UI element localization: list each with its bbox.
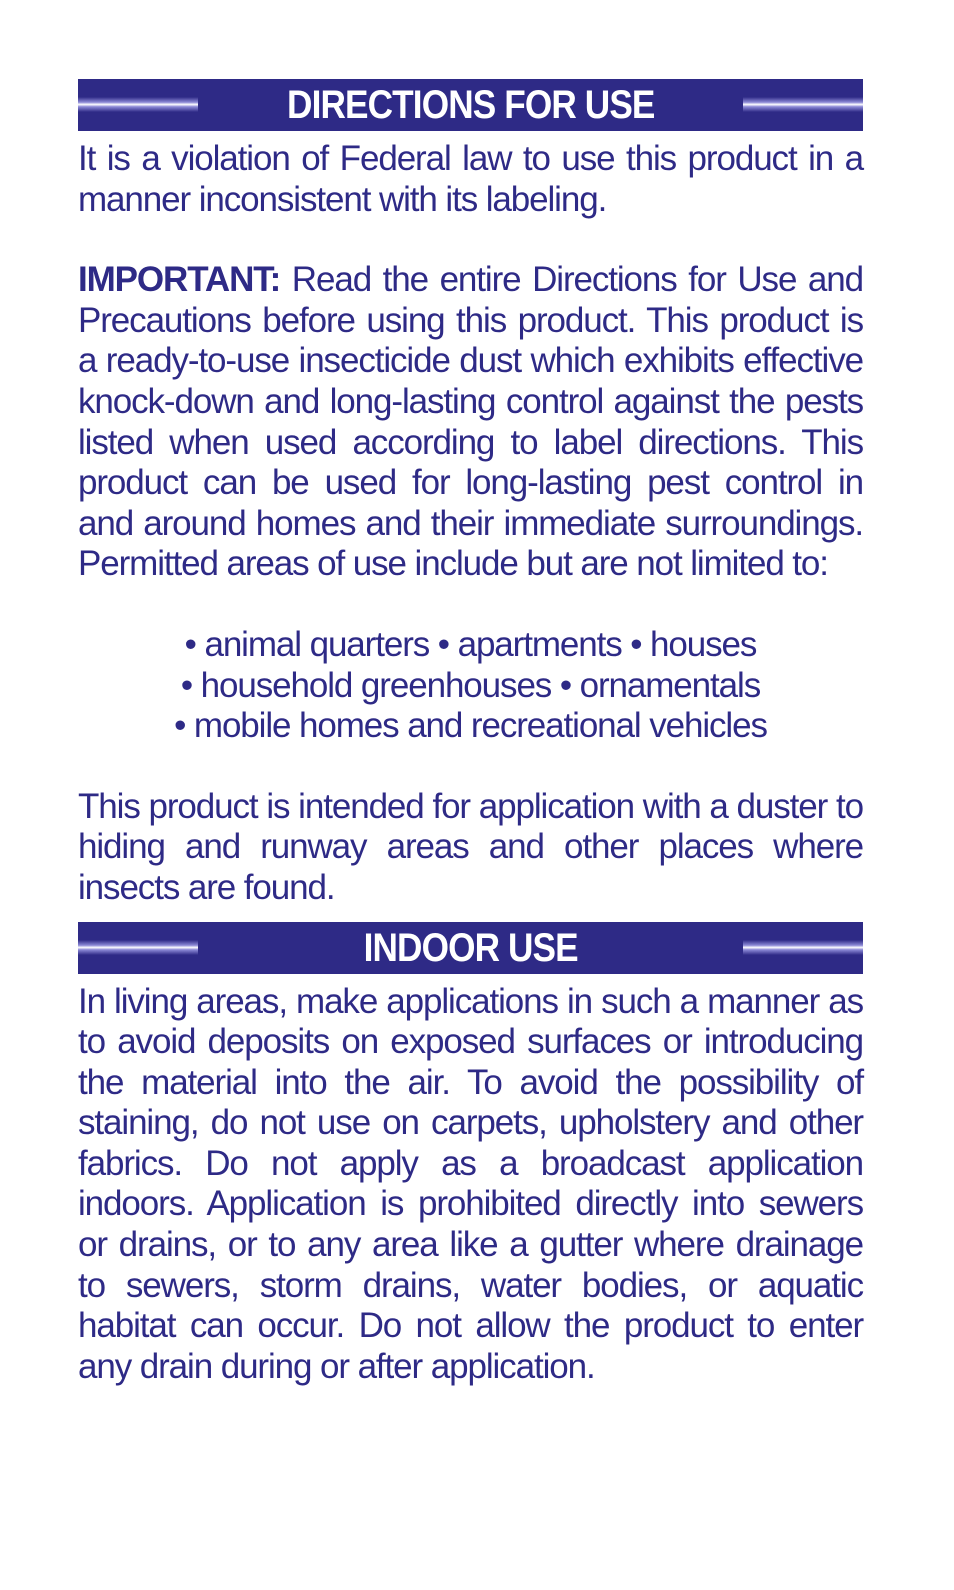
violation-paragraph: It is a violation of Federal law to use this product in a manner inconsistent with its labeling. [78, 139, 863, 219]
indoor-title: INDOOR USE [344, 922, 597, 974]
important-text: Read the entire Directions for Use and Precautions before using this product. This product is a ready-to-use insecticide dust which exhibits effective knock-down and long-lasting control against the pests listed when used according to label directions. This product can be used for long-lasting pest control in and around homes and their immediate surroundings. Permitted areas of use include but are not limited to: [78, 260, 863, 584]
banner-stripe-right [743, 940, 863, 955]
application-paragraph: This product is intended for application with a duster to hiding and runway areas and other places where insects are found. [78, 786, 863, 907]
important-paragraph [78, 260, 863, 585]
list-item: • household greenhouses • ornamentals [180, 665, 761, 705]
banner-stripe-left [78, 97, 198, 112]
banner-stripe-right [743, 97, 863, 112]
list-item: • mobile homes and recreational vehicles [174, 706, 767, 746]
important-label: IMPORTANT: [78, 260, 281, 300]
directions-header-banner [78, 79, 863, 131]
directions-title: DIRECTIONS FOR USE [267, 79, 673, 131]
banner-stripe-left [78, 940, 198, 955]
label-page [78, 79, 863, 1387]
permitted-areas-list [78, 625, 863, 747]
indoor-paragraph: In living areas, make applications in such a manner as to avoid deposits on exposed surfaces or introducing the material into the air. To avoid the possibility of staining, do not use on carpets, upholstery and other fabrics. Do not apply as a broadcast application indoors. Application is prohibited directly into sewers or drains, or to any area like a gutter where drainage to sewers, storm drains, water bodies, or aquatic habitat can occur. Do not allow the product to enter any drain during or after application. [78, 981, 863, 1386]
indoor-header-banner [78, 922, 863, 974]
list-item: • animal quarters • apartments • houses [184, 624, 757, 664]
